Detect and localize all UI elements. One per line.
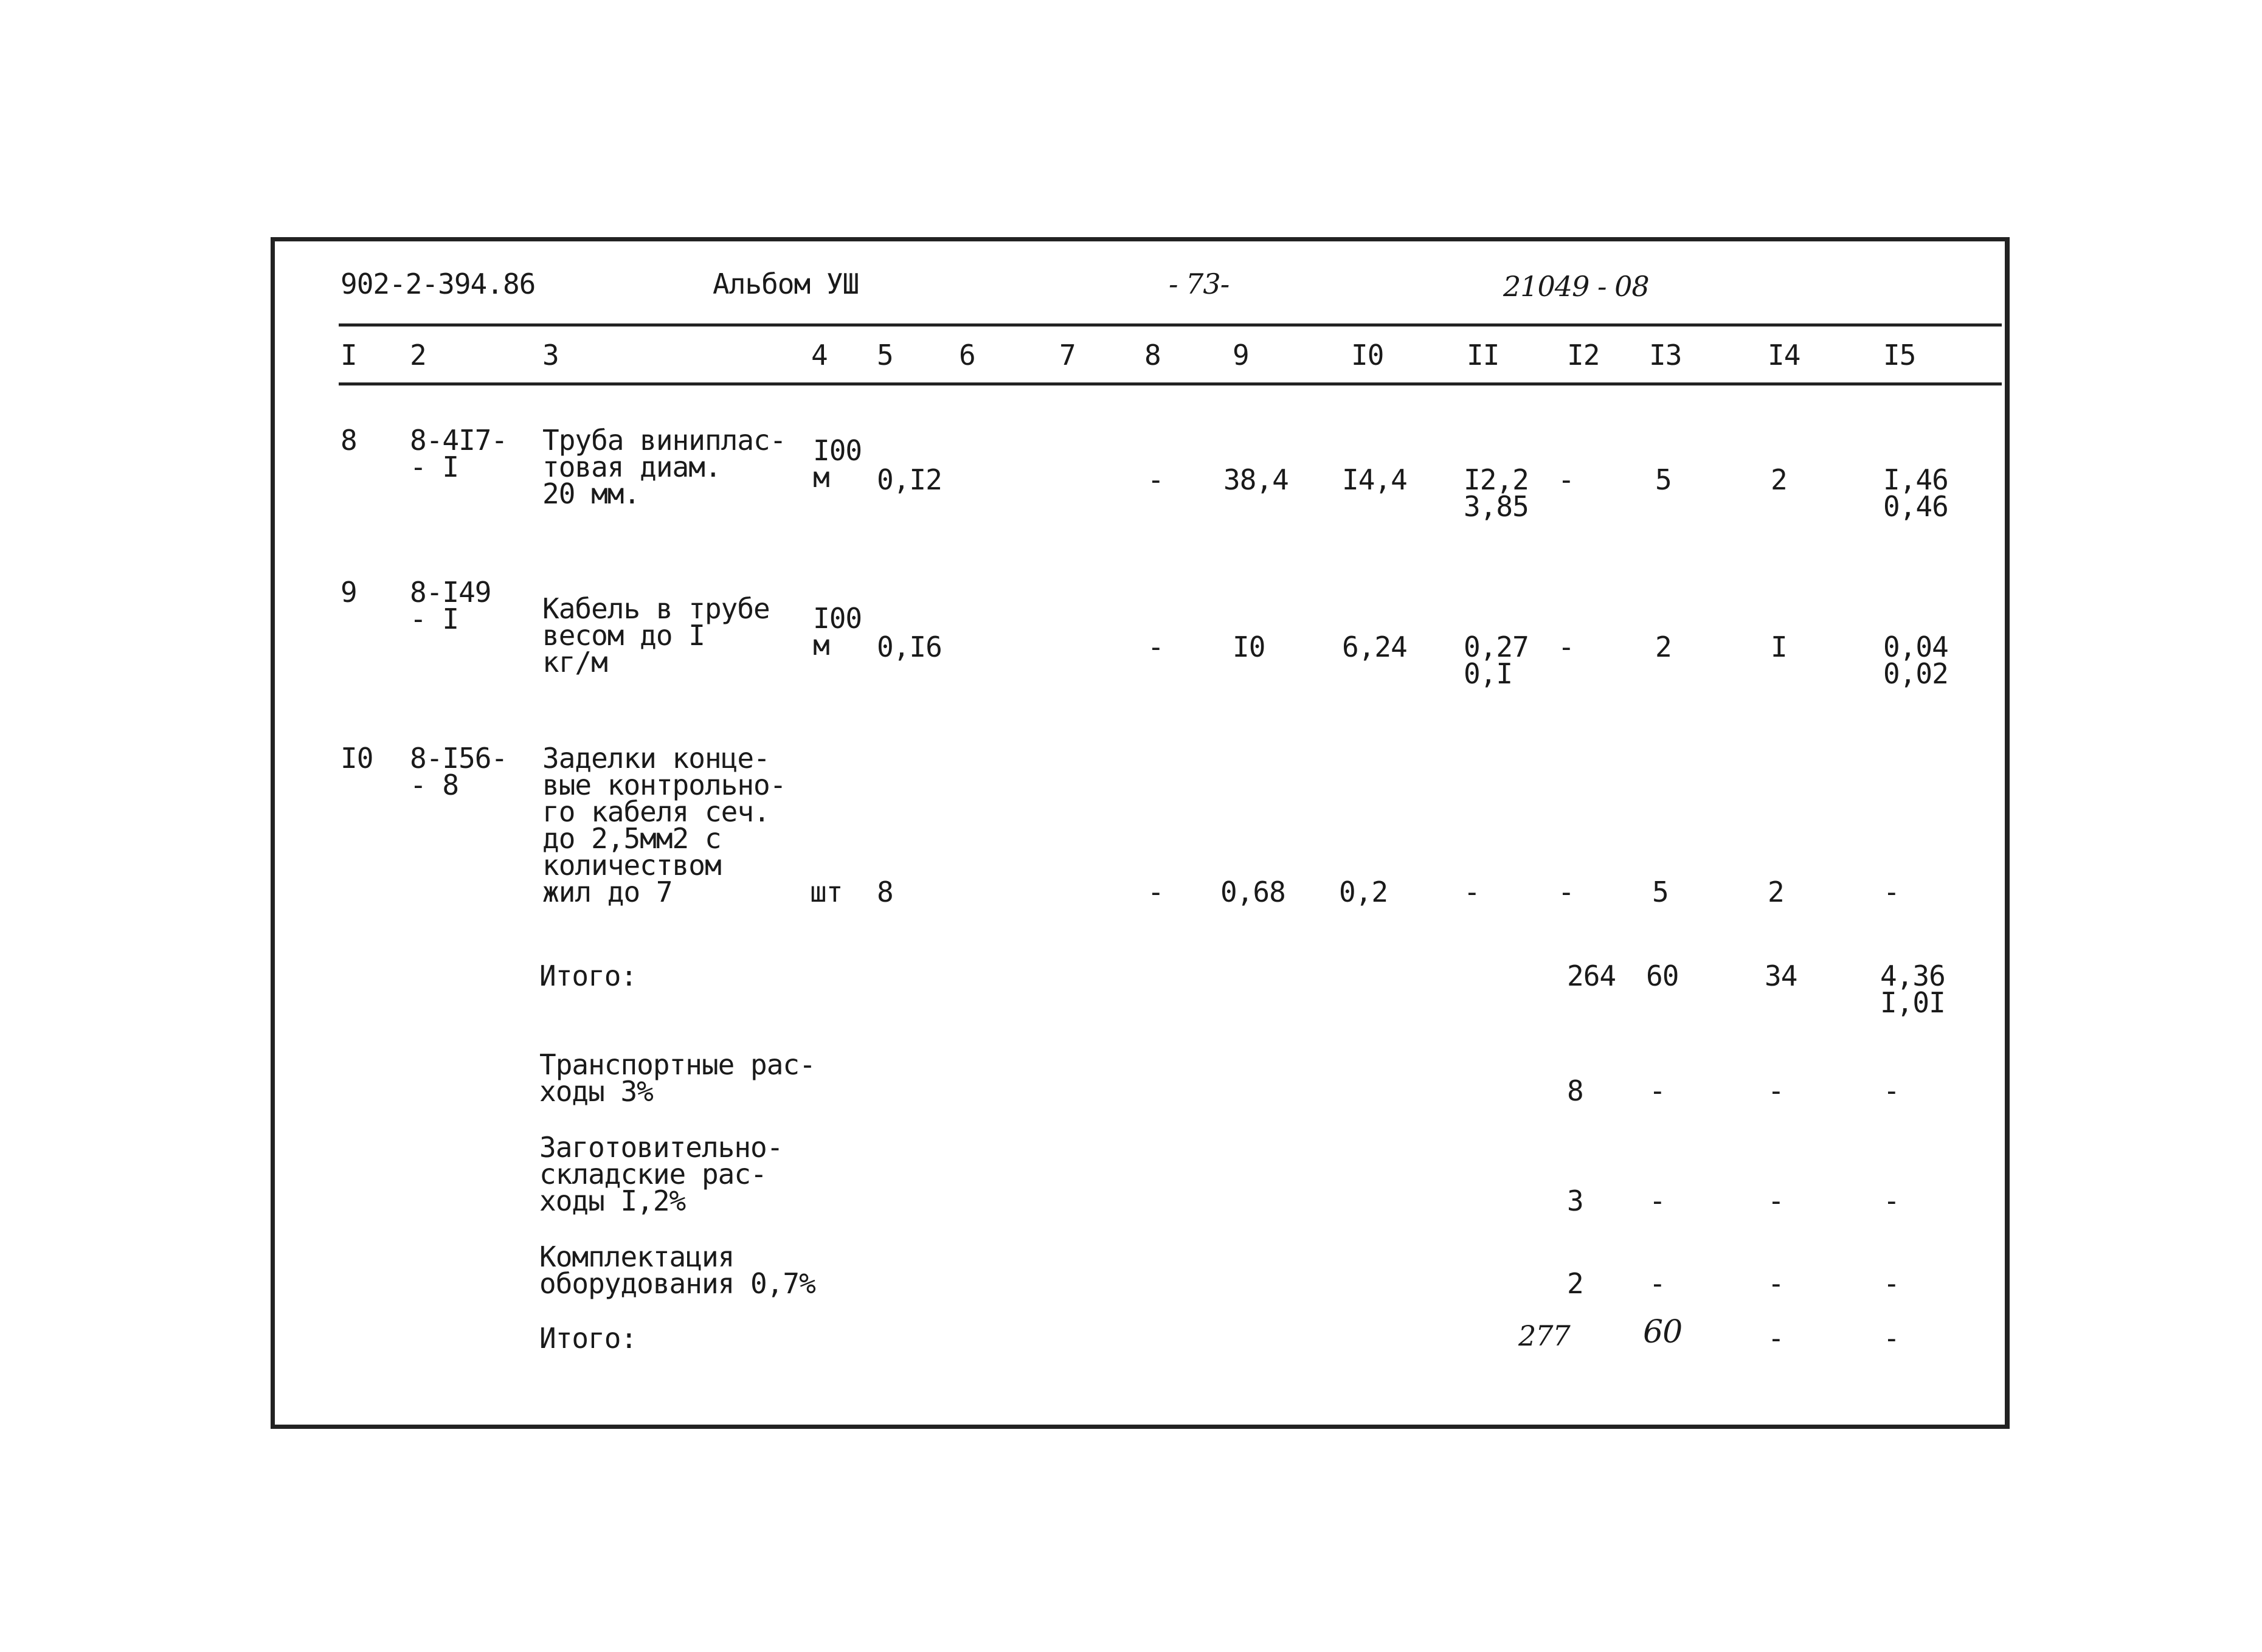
item-name: Труба виниплас- товая диам. 20 мм. bbox=[542, 424, 786, 510]
unit: I00 м bbox=[813, 434, 862, 494]
row-number: 8 bbox=[341, 424, 357, 457]
price-code: 8-I56- - 8 bbox=[410, 742, 508, 801]
grand-total-col-15: - bbox=[1883, 1322, 1900, 1355]
summary-col-15: 4,36 I,0I bbox=[1880, 959, 1945, 1019]
summary-label: Комплектация оборудования 0,7% bbox=[539, 1240, 815, 1300]
col-header-10: I0 bbox=[1351, 339, 1384, 372]
col-13-value: 5 bbox=[1652, 876, 1669, 908]
unit: I00 м bbox=[813, 602, 862, 662]
summary-col-15: - bbox=[1883, 1074, 1900, 1107]
col-14-value: 2 bbox=[1771, 463, 1787, 496]
col-header-12: I2 bbox=[1567, 339, 1600, 372]
col-header-9: 9 bbox=[1233, 339, 1249, 372]
album-label: Альбом УШ bbox=[713, 268, 859, 300]
summary-col-13: - bbox=[1649, 1074, 1665, 1107]
grand-total-col-14: - bbox=[1768, 1322, 1784, 1355]
quantity: 0,I6 bbox=[877, 631, 942, 663]
col-14-value: 2 bbox=[1768, 876, 1784, 908]
summary-col-14: - bbox=[1768, 1184, 1784, 1217]
quantity: 8 bbox=[877, 876, 893, 908]
col-14-value: I bbox=[1771, 631, 1787, 663]
column-header-rule bbox=[339, 382, 2002, 385]
col-15-value: I,46 0,46 bbox=[1883, 463, 1948, 523]
col-header-15: I5 bbox=[1883, 339, 1916, 372]
col-11-value: 0,27 0,I bbox=[1464, 631, 1529, 690]
summary-label: Итого: bbox=[539, 959, 637, 992]
item-name: Кабель в трубе весом до I кг/м bbox=[542, 592, 770, 679]
summary-col-13: - bbox=[1649, 1184, 1665, 1217]
col-11-value: - bbox=[1464, 876, 1480, 908]
header-rule bbox=[339, 323, 2002, 327]
summary-col-14: - bbox=[1768, 1074, 1784, 1107]
summary-label: Итого: bbox=[539, 1322, 637, 1355]
col-header-8: 8 bbox=[1144, 339, 1161, 372]
quantity: 0,I2 bbox=[877, 463, 942, 496]
col-12-value: - bbox=[1558, 463, 1574, 496]
col-11-value: I2,2 3,85 bbox=[1464, 463, 1529, 523]
doc-code: 902-2-394.86 bbox=[341, 268, 536, 300]
summary-col-13: 60 bbox=[1646, 959, 1679, 992]
inventory-number: 21049 - 08 bbox=[1503, 270, 1649, 303]
col-13-value: 2 bbox=[1655, 631, 1672, 663]
col-15-value: 0,04 0,02 bbox=[1883, 631, 1948, 690]
price-code: 8-4I7- - I bbox=[410, 424, 508, 483]
col-header-5: 5 bbox=[877, 339, 893, 372]
summary-col-12: 2 bbox=[1567, 1267, 1583, 1300]
unit: шт bbox=[810, 876, 843, 908]
estimate-sheet bbox=[271, 237, 2010, 1429]
summary-col-12: 8 bbox=[1567, 1074, 1583, 1107]
col-9-value: 38,4 bbox=[1223, 463, 1288, 496]
col-header-11: II bbox=[1467, 339, 1499, 372]
summary-col-14: 34 bbox=[1765, 959, 1797, 992]
grand-total-col-12: 277 bbox=[1518, 1319, 1570, 1352]
col-8-value: - bbox=[1147, 631, 1164, 663]
grand-total-col-13: 60 bbox=[1643, 1314, 1683, 1350]
summary-col-13: - bbox=[1649, 1267, 1665, 1300]
page-number: - 73- bbox=[1169, 268, 1230, 300]
summary-col-12: 264 bbox=[1567, 959, 1616, 992]
price-code: 8-I49 - I bbox=[410, 576, 491, 635]
col-12-value: - bbox=[1558, 631, 1574, 663]
col-8-value: - bbox=[1147, 876, 1164, 908]
col-header-14: I4 bbox=[1768, 339, 1800, 372]
col-10-value: 0,2 bbox=[1339, 876, 1388, 908]
col-15-value: - bbox=[1883, 876, 1900, 908]
col-13-value: 5 bbox=[1655, 463, 1672, 496]
col-header-4: 4 bbox=[811, 339, 828, 372]
col-10-value: 6,24 bbox=[1342, 631, 1407, 663]
row-number: 9 bbox=[341, 576, 357, 609]
row-number: I0 bbox=[341, 742, 373, 775]
item-name: Заделки конце- вые контрольно- го кабеля сеч. до 2,5мм2 с количеством жил до 7 bbox=[542, 742, 786, 908]
col-header-6: 6 bbox=[959, 339, 975, 372]
summary-label: Транспортные рас- ходы 3% bbox=[539, 1048, 815, 1108]
summary-col-15: - bbox=[1883, 1184, 1900, 1217]
col-10-value: I4,4 bbox=[1342, 463, 1407, 496]
col-header-7: 7 bbox=[1059, 339, 1076, 372]
col-header-3: 3 bbox=[542, 339, 559, 372]
summary-col-14: - bbox=[1768, 1267, 1784, 1300]
summary-col-12: 3 bbox=[1567, 1184, 1583, 1217]
col-header-2: 2 bbox=[410, 339, 426, 372]
col-header-13: I3 bbox=[1649, 339, 1682, 372]
summary-col-15: - bbox=[1883, 1267, 1900, 1300]
col-8-value: - bbox=[1147, 463, 1164, 496]
col-12-value: - bbox=[1558, 876, 1574, 908]
summary-label: Заготовительно- складские рас- ходы I,2% bbox=[539, 1131, 783, 1217]
col-9-value: I0 bbox=[1233, 631, 1265, 663]
col-header-1: I bbox=[341, 339, 357, 372]
col-9-value: 0,68 bbox=[1220, 876, 1285, 908]
